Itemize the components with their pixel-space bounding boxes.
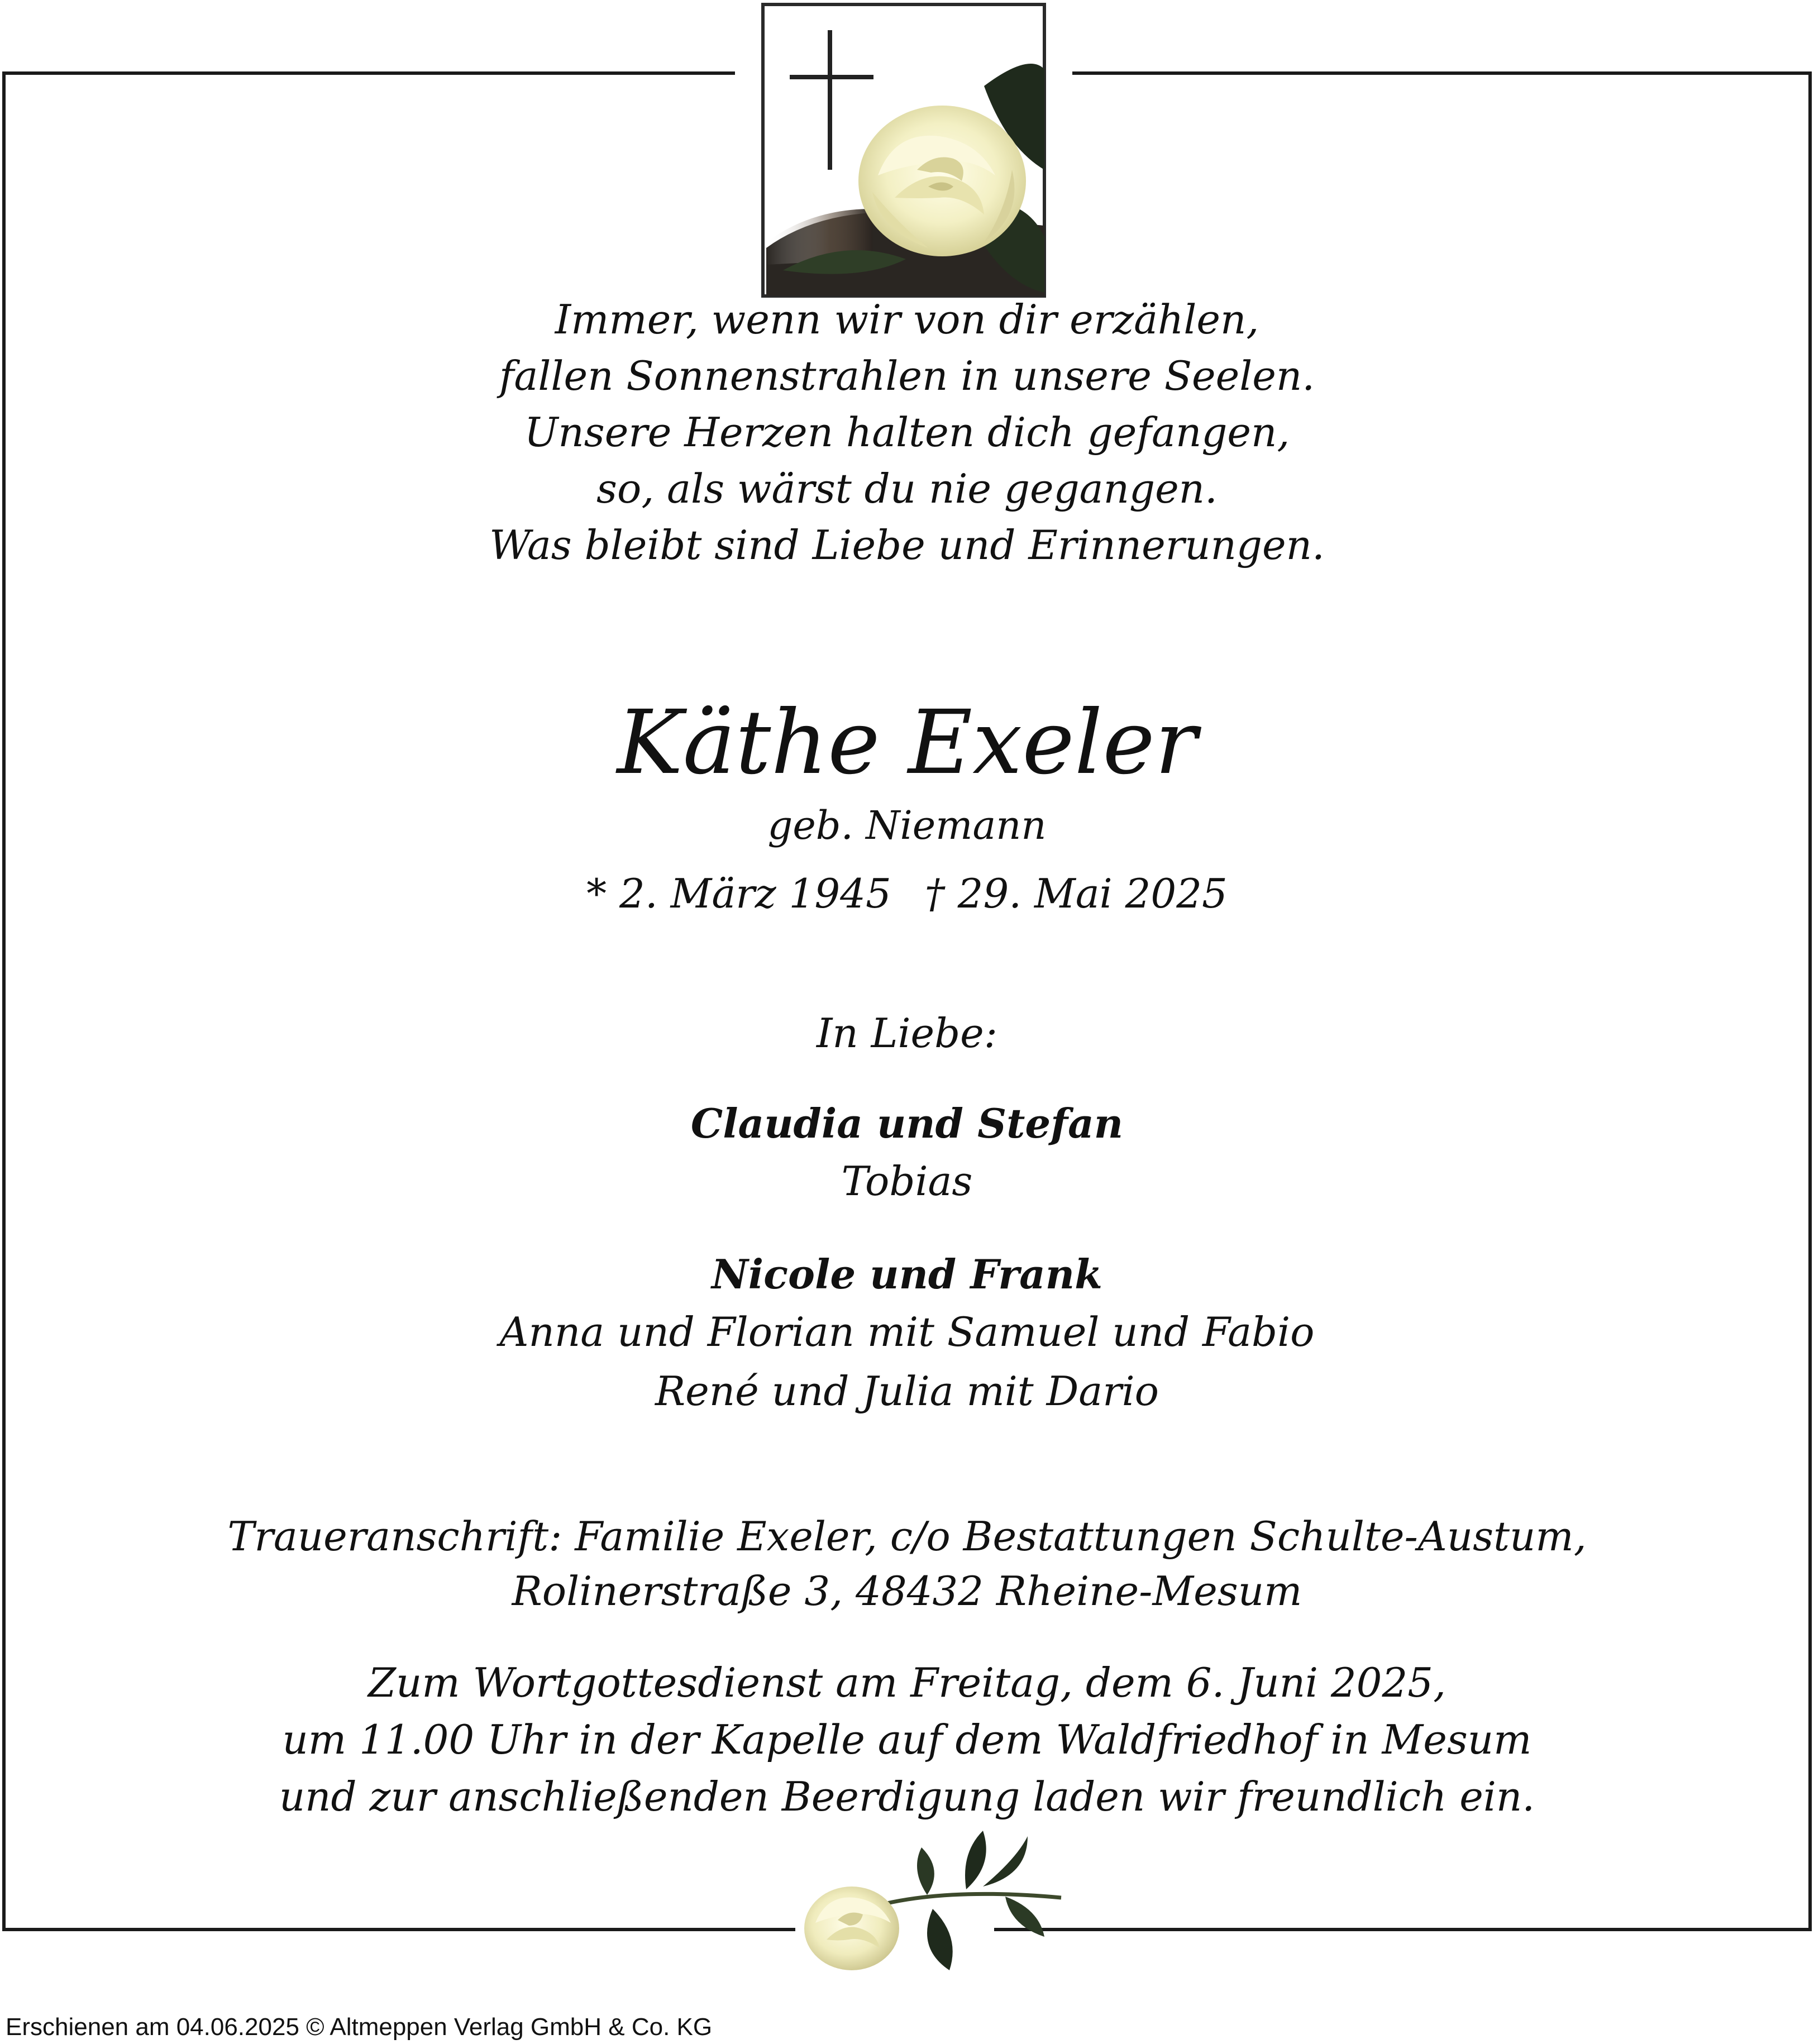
poem-line: Immer, wenn wir von dir erzählen,: [555, 296, 1259, 343]
frame-left-line: [2, 71, 6, 1931]
poem-line: so, als wärst du nie gegangen.: [596, 465, 1218, 512]
service-line: und zur anschließenden Beerdigung laden wir freundlich ein.: [279, 1773, 1535, 1820]
service-line: Zum Wortgottesdienst am Freitag, dem 6. Juni 2025,: [367, 1659, 1446, 1706]
service-invitation: [34, 1654, 1780, 1825]
poem: [34, 292, 1780, 574]
family-head: Nicole und Frank: [711, 1250, 1103, 1298]
mourner-family: [34, 1247, 1780, 1421]
frame-top-right-line: [1072, 71, 1812, 75]
death-date: † 29. Mai 2025: [924, 870, 1228, 917]
frame-right-line: [1808, 71, 1812, 1931]
mourner-family: [34, 1096, 1780, 1211]
family-member: Anna und Florian mit Samuel und Fabio: [499, 1308, 1315, 1355]
frame-top-left-line: [2, 71, 735, 75]
frame-bottom-left-line: [2, 1928, 795, 1931]
birth-date: * 2. März 1945: [586, 870, 891, 917]
frame-bottom-right-line: [994, 1928, 1812, 1931]
maiden-name: geb. Niemann: [767, 803, 1047, 848]
white-rose-icon: [782, 1825, 1072, 1976]
address-line: Rolinerstraße 3, 48432 Rheine-Mesum: [512, 1568, 1302, 1615]
poem-line: Unsere Herzen halten dich gefangen,: [524, 409, 1290, 456]
cross-with-white-rose-icon: [761, 2, 1047, 298]
poem-line: Was bleibt sind Liebe und Erinnerungen.: [489, 522, 1325, 569]
service-line: um 11.00 Uhr in der Kapelle auf dem Waldfriedhof in Mesum: [282, 1716, 1532, 1763]
deceased-name: Käthe Exeler: [617, 691, 1197, 794]
family-head: Claudia und Stefan: [690, 1100, 1124, 1147]
family-member: Tobias: [841, 1158, 973, 1205]
mourners-intro: In Liebe:: [816, 1010, 998, 1057]
family-member: René und Julia mit Dario: [655, 1368, 1159, 1415]
address-line: Traueranschrift: Familie Exeler, c/o Bestattungen Schulte-Austum,: [227, 1513, 1587, 1560]
publication-note: Erschienen am 04.06.2025 © Altmeppen Verlag GmbH & Co. KG: [6, 2013, 713, 2041]
life-dates: [34, 866, 1780, 921]
poem-line: fallen Sonnenstrahlen in unsere Seelen.: [499, 352, 1315, 399]
mourning-address: [34, 1509, 1780, 1618]
